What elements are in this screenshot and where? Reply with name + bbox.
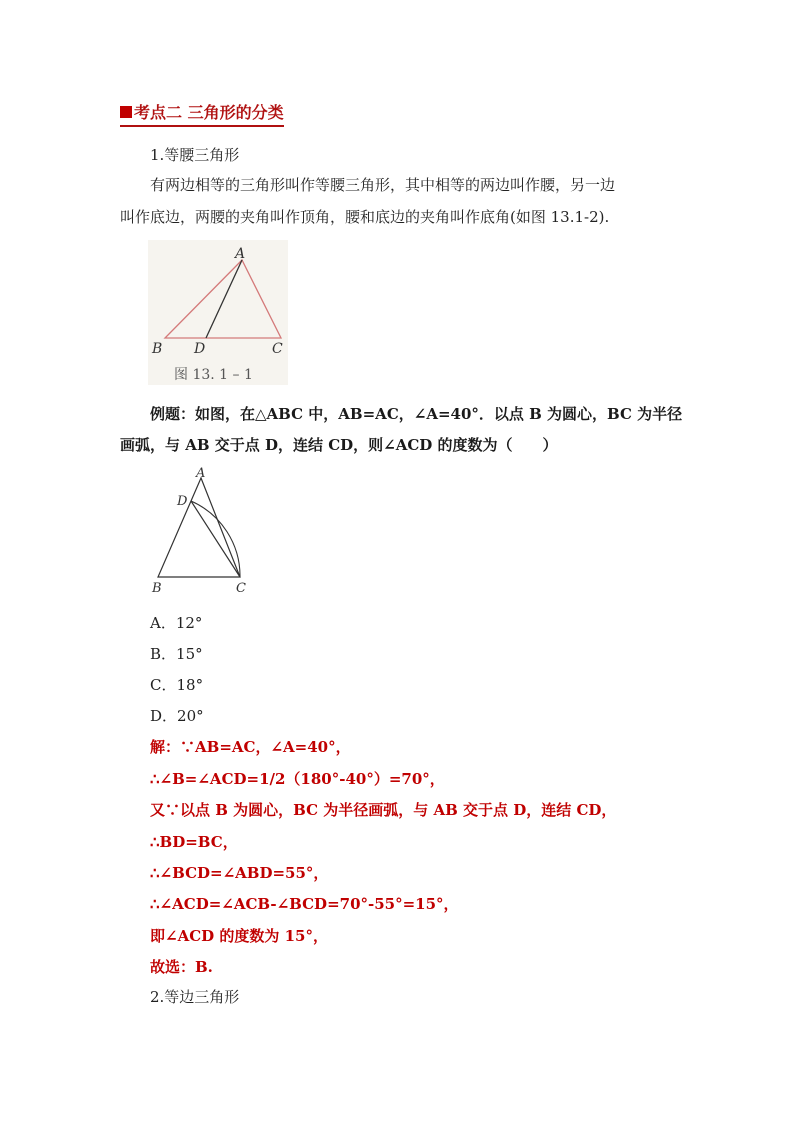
isosceles-title: 1.等腰三角形	[150, 146, 240, 164]
heading-marker	[120, 106, 132, 118]
figure2-label-a: A	[196, 466, 206, 481]
figure2-triangle	[158, 478, 240, 577]
figure1-label-a: A	[235, 246, 246, 262]
solution-line-4: ∴BD=BC，	[150, 833, 238, 851]
solution-line-3: 又∵以点 B 为圆心，BC 为半径画弧，与 AB 交于点 D，连结 CD，	[150, 801, 617, 819]
equilateral-title: 2.等边三角形	[150, 988, 240, 1006]
option-c: C．18°	[150, 676, 204, 694]
figure-13-1-1	[148, 240, 288, 385]
option-b: B．15°	[150, 645, 203, 663]
solution-line-1: 解：∵AB=AC，∠A=40°，	[150, 738, 351, 756]
figure1-svg	[148, 240, 288, 385]
example-line2: 画弧，与 AB 交于点 D，连结 CD，则∠ACD 的度数为（ ）	[120, 436, 558, 454]
example-line1: 例题：如图，在△ABC 中，AB=AC，∠A=40°．以点 B 为圆心，BC 为半径	[150, 405, 683, 423]
isosceles-def-line1: 有两边相等的三角形叫作等腰三角形，其中相等的两边叫作腰，另一边	[150, 176, 616, 194]
option-d: D．20°	[150, 707, 204, 725]
heading-text: 考点二 三角形的分类	[134, 103, 284, 122]
figure1-segment-ad	[206, 260, 242, 338]
figure2-segment-cd	[191, 501, 240, 577]
solution-line-8: 故选：B.	[150, 958, 213, 976]
figure1-caption: 图 13. 1 – 1	[174, 367, 253, 383]
figure2-label-c: C	[236, 581, 246, 596]
solution-line-7: 即∠ACD 的度数为 15°，	[150, 927, 328, 945]
solution-line-2: ∴∠B=∠ACD=1/2（180°-40°）=70°，	[150, 770, 445, 788]
solution-line-6: ∴∠ACD=∠ACB-∠BCD=70°-55°=15°，	[150, 895, 459, 913]
option-a: A．12°	[150, 614, 203, 632]
figure1-triangle	[165, 260, 281, 338]
figure2-label-b: B	[152, 581, 162, 596]
figure1-label-c: C	[272, 341, 283, 357]
solution-line-5: ∴∠BCD=∠ABD=55°，	[150, 864, 329, 882]
figure1-label-d: D	[194, 341, 206, 357]
figure2-svg	[148, 463, 258, 598]
figure-example-triangle	[148, 463, 258, 598]
isosceles-def-line2: 叫作底边，两腰的夹角叫作顶角，腰和底边的夹角叫作底角(如图 13.1-2).	[120, 208, 610, 226]
section-heading	[120, 100, 284, 127]
figure1-label-b: B	[152, 341, 163, 357]
figure2-label-d: D	[177, 494, 188, 509]
